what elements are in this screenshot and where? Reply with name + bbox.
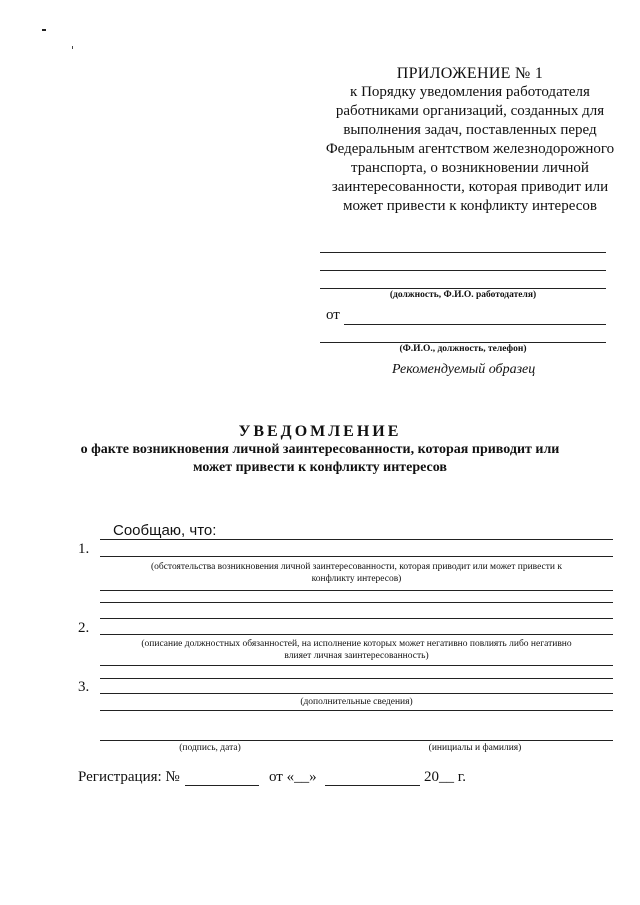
item2-line[interactable] <box>100 678 613 679</box>
scan-mark <box>42 29 46 31</box>
appendix-line: Федеральным агентством железнодорожного <box>325 141 615 157</box>
item3-line[interactable] <box>100 693 613 694</box>
item-number: 2. <box>78 620 90 636</box>
appendix-line: может привести к конфликту интересов <box>342 198 597 214</box>
intro-line[interactable] <box>100 539 613 540</box>
initials-caption: (инициалы и фамилия) <box>428 743 522 753</box>
appendix-block <box>300 64 640 216</box>
appendix-line: выполнения задач, поставленных перед <box>343 122 597 138</box>
employer-line[interactable] <box>320 288 606 289</box>
notice-subtitle: может привести к конфликту интересов <box>193 460 447 475</box>
notice-title: УВЕДОМЛЕНИЕ <box>238 423 402 440</box>
sample-note: Рекомендуемый образец <box>392 362 536 377</box>
item2-caption: (описание должностных обязанностей, на исполнение которых может негативно повлиять либо негативно <box>141 639 572 649</box>
appendix-line: транспорта, о возникновении личной <box>351 160 589 176</box>
item-number: 3. <box>78 679 90 695</box>
employer-line[interactable] <box>320 252 606 253</box>
employer-line[interactable] <box>320 270 606 271</box>
item1-line[interactable] <box>100 602 613 603</box>
item1-line[interactable] <box>100 590 613 591</box>
appendix-title: ПРИЛОЖЕНИЕ № 1 <box>396 65 544 82</box>
sender-line[interactable] <box>320 342 606 343</box>
sender-line[interactable] <box>344 324 606 325</box>
item1-caption: (обстоятельства возникновения личной заинтересованности, которая приводит или может привести к <box>150 562 563 572</box>
notice-subtitle: о факте возникновения личной заинтересованности, которая приводит или <box>80 442 560 457</box>
item2-caption: влияет личная заинтересованность) <box>284 651 429 661</box>
item1-line[interactable] <box>100 556 613 557</box>
item2-line[interactable] <box>100 665 613 666</box>
item3-caption: (дополнительные сведения) <box>300 697 413 707</box>
from-label: от <box>326 307 340 323</box>
appendix-line: работниками организаций, созданных для <box>335 103 605 119</box>
scan-mark <box>72 46 73 49</box>
employer-caption: (должность, Ф.И.О. работодателя) <box>389 290 537 300</box>
appendix-line: заинтересованности, которая приводит или <box>331 179 609 195</box>
registration-number-line[interactable] <box>185 785 259 786</box>
registration-label: Регистрация: № <box>78 769 180 785</box>
sender-caption: (Ф.И.О., должность, телефон) <box>399 344 527 354</box>
registration-date-line[interactable] <box>325 785 420 786</box>
item1-line[interactable] <box>100 618 613 619</box>
item3-line[interactable] <box>100 710 613 711</box>
registration-from: от «__» <box>269 769 317 785</box>
registration-year: 20__ г. <box>424 769 466 785</box>
item2-line[interactable] <box>100 634 613 635</box>
appendix-line: к Порядку уведомления работодателя <box>350 84 590 100</box>
signature-line[interactable] <box>100 740 613 741</box>
item-number: 1. <box>78 541 90 557</box>
signature-caption: (подпись, дата) <box>179 743 241 753</box>
item1-caption: конфликту интересов) <box>311 574 402 584</box>
intro-text: Сообщаю, что: <box>113 522 217 539</box>
